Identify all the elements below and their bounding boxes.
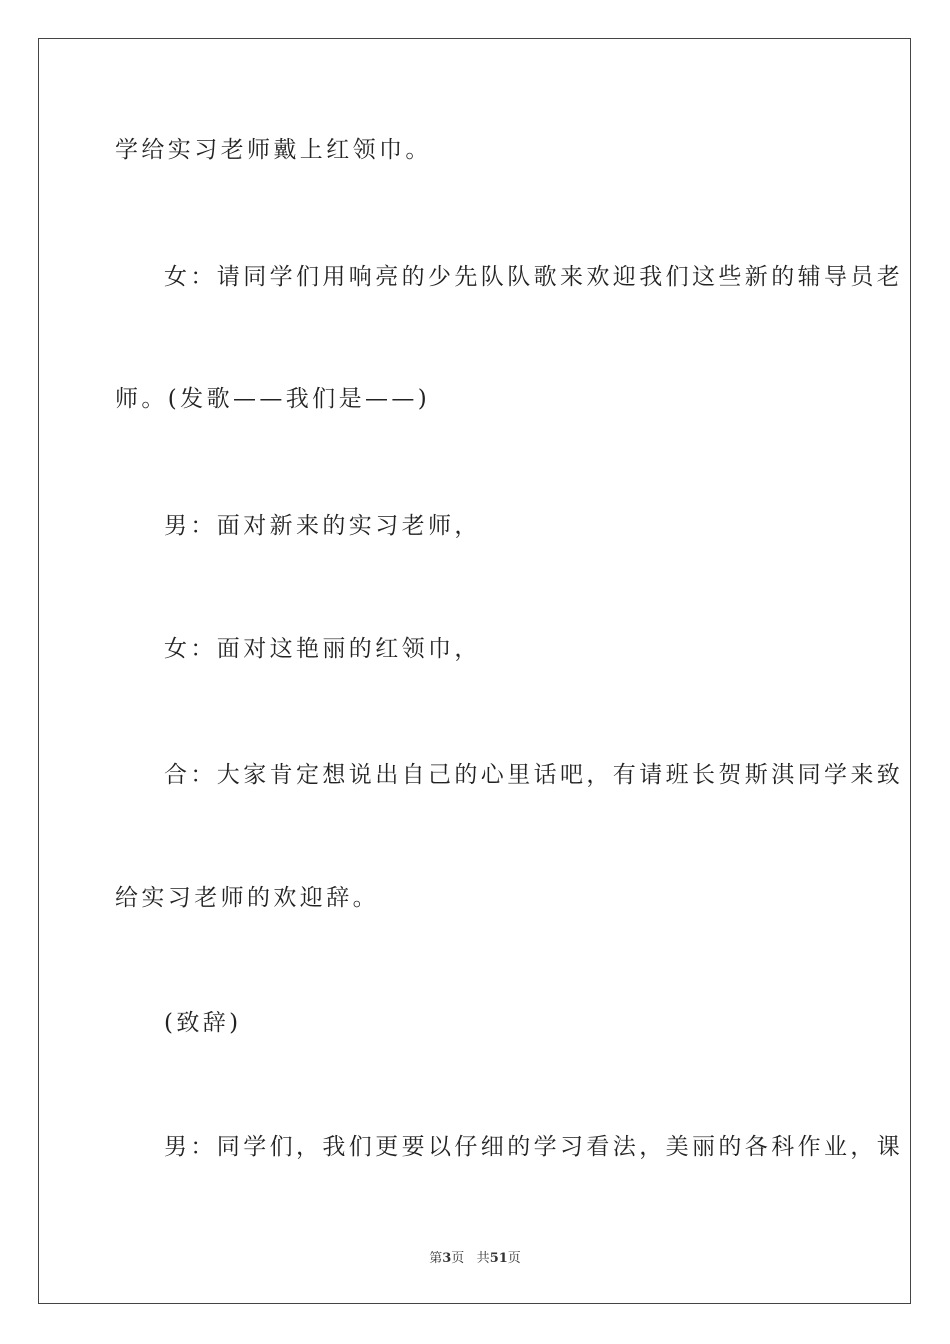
text-line-8: (致辞) xyxy=(164,1010,242,1036)
text-line-5: 女：面对这艳丽的红领巾， xyxy=(164,636,481,662)
text-line-1: 学给实习老师戴上红领巾。 xyxy=(115,137,432,163)
page-suffix: 页 xyxy=(451,1251,465,1266)
total-suffix: 页 xyxy=(507,1251,521,1266)
text-line-9: 男：同学们，我们更要以仔细的学习看法，美丽的各科作业，课 xyxy=(164,1134,904,1160)
text-line-6: 合：大家肯定想说出自己的心里话吧，有请班长贺斯淇同学来致 xyxy=(164,762,904,788)
total-pages: 51 xyxy=(489,1251,508,1266)
page-footer xyxy=(0,1247,950,1266)
text-line-4: 男：面对新来的实习老师， xyxy=(164,513,481,539)
text-line-7: 给实习老师的欢迎辞。 xyxy=(115,885,379,911)
total-prefix: 共 xyxy=(476,1251,490,1266)
page-prefix: 第 xyxy=(429,1251,443,1266)
text-line-2: 女：请同学们用响亮的少先队队歌来欢迎我们这些新的辅导员老 xyxy=(164,264,904,290)
page-number: 3 xyxy=(442,1251,452,1266)
page-border xyxy=(38,38,911,1304)
text-line-3: 师。(发歌——我们是——) xyxy=(115,386,431,412)
